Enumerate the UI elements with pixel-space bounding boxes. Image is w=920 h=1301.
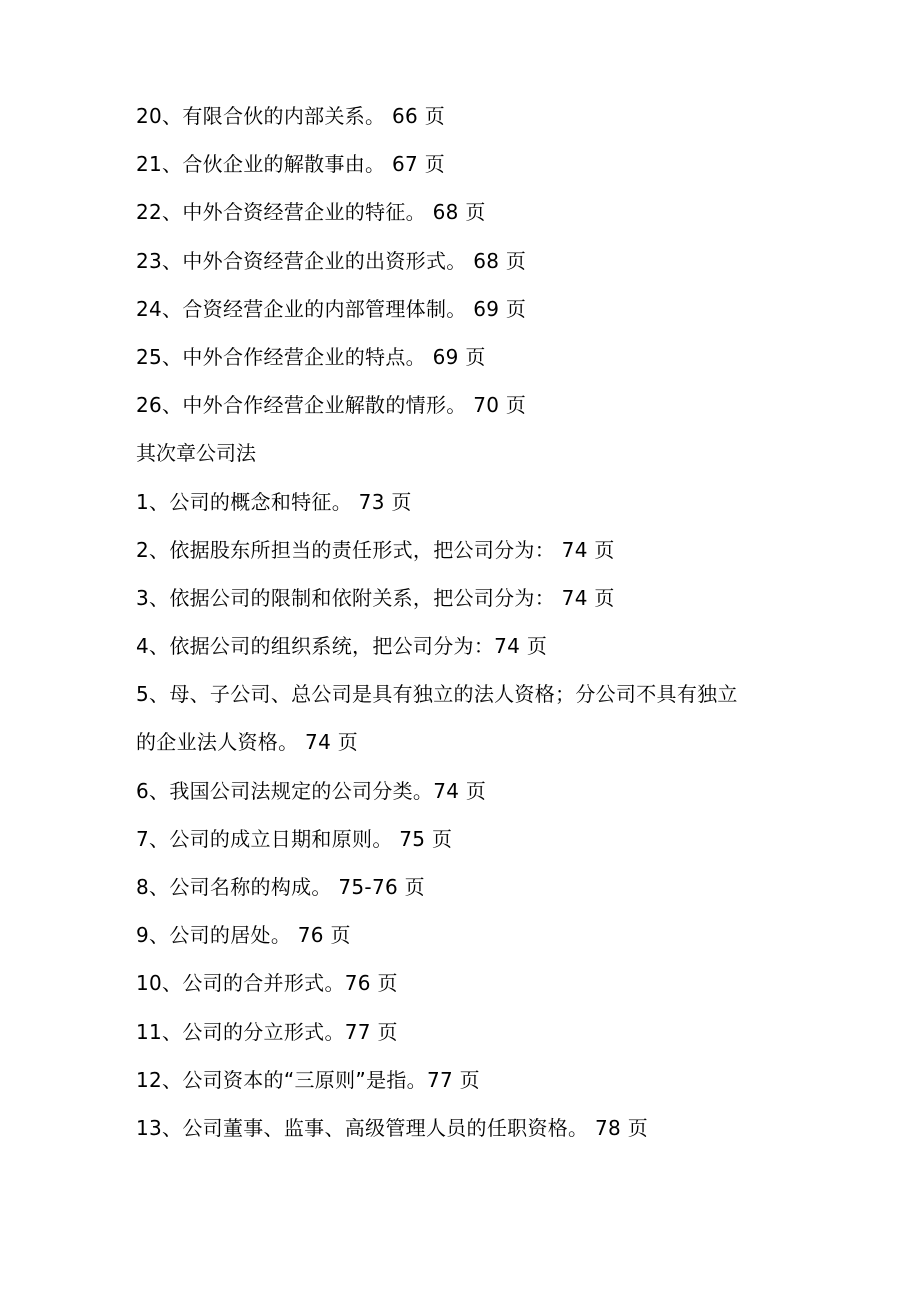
text-line: 12、公司资本的“三原则”是指。77 页 — [136, 1067, 480, 1092]
text-line: 6、我国公司法规定的公司分类。74 页 — [136, 778, 487, 803]
text-line: 24、合资经营企业的内部管理体制。 69 页 — [136, 296, 527, 321]
text-line: 13、公司董事、监事、高级管理人员的任职资格。 78 页 — [136, 1115, 649, 1140]
text-line: 1、公司的概念和特征。 73 页 — [136, 489, 412, 514]
text-line: 23、中外合资经营企业的出资形式。 68 页 — [136, 248, 527, 273]
text-line: 9、公司的居处。 76 页 — [136, 923, 351, 948]
text-line: 26、中外合作经营企业解散的情形。 70 页 — [136, 393, 527, 418]
text-body — [136, 98, 796, 1158]
text-line: 8、公司名称的构成。 75-76 页 — [136, 875, 425, 899]
text-line: 22、中外合资经营企业的特征。 68 页 — [136, 200, 486, 225]
text-line: 20、有限合伙的内部关系。 66 页 — [136, 104, 446, 128]
text-line: 11、公司的分立形式。77 页 — [136, 1019, 398, 1044]
text-line-continuation: 的企业法人资格。 74 页 — [136, 730, 359, 755]
text-line: 5、母、子公司、总公司是具有独立的法人资格；分公司不具有独立 — [136, 682, 738, 707]
text-line: 7、公司的成立日期和原则。 75 页 — [136, 826, 453, 851]
text-line: 25、中外合作经营企业的特点。 69 页 — [136, 344, 486, 369]
text-line: 4、依据公司的组织系统，把公司分为：74 页 — [136, 634, 548, 659]
text-line: 10、公司的合并形式。76 页 — [136, 971, 398, 996]
text-line: 21、合伙企业的解散事由。 67 页 — [136, 152, 446, 177]
text-line: 2、依据股东所担当的责任形式，把公司分为： 74 页 — [136, 537, 615, 562]
text-line: 3、依据公司的限制和依附关系，把公司分为： 74 页 — [136, 585, 615, 610]
chapter-heading: 其次章公司法 — [136, 441, 256, 466]
